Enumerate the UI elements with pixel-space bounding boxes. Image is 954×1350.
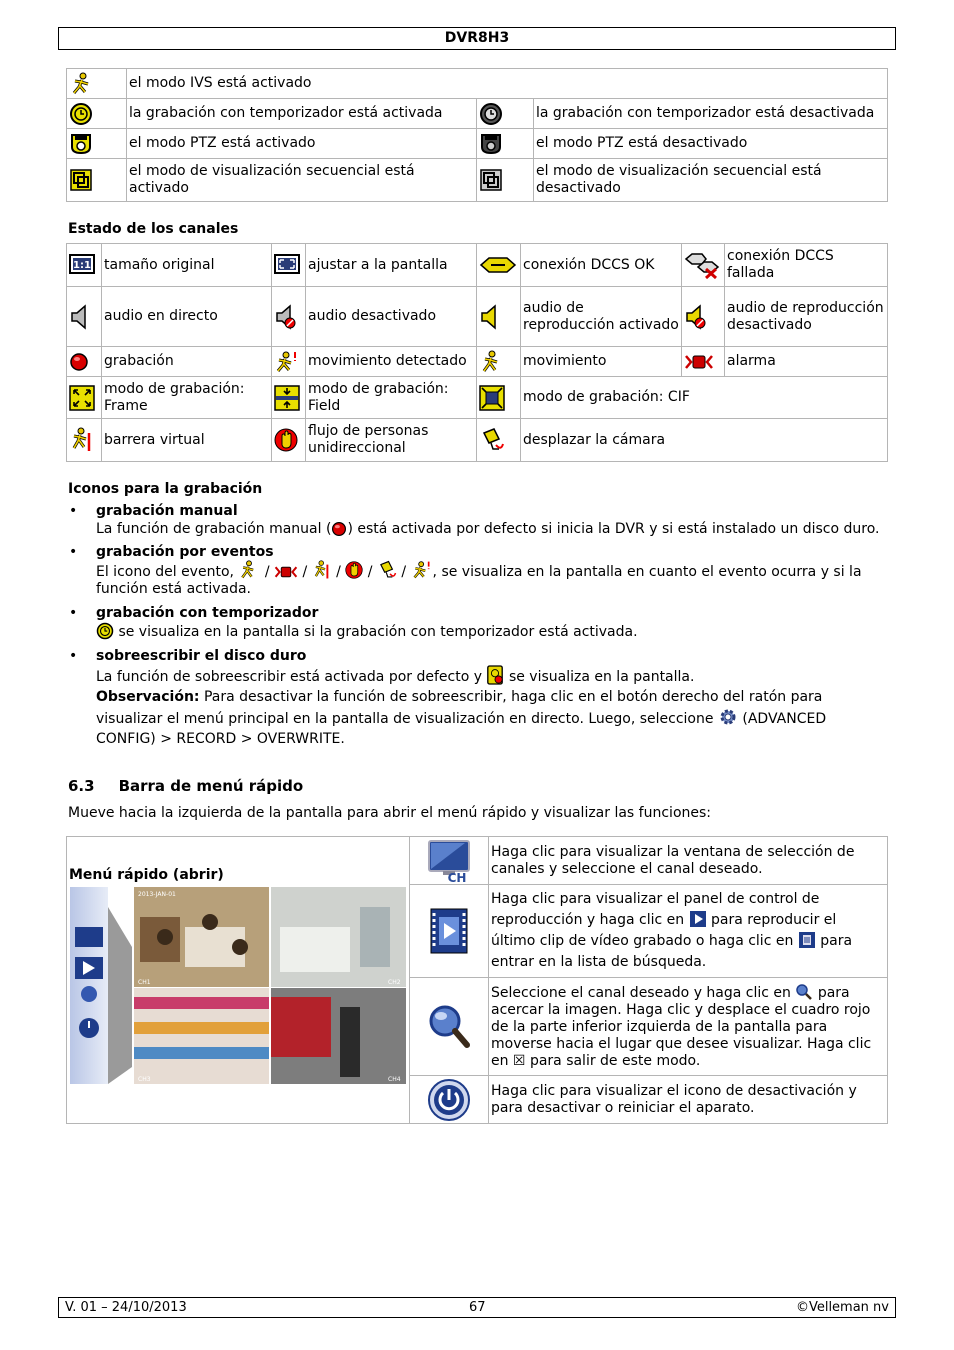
rec-cif-icon	[477, 377, 521, 419]
manual-text-b: ) está activada por defecto si inicia la DVR y si está instalado un disco duro.	[347, 520, 880, 537]
recording-icons-heading: Iconos para la grabación	[68, 481, 263, 497]
zoom-text: Seleccione el canal deseado y haga clic en para acercar la imagen. Haga clic y desplace el cuadro rojo de la parte inferior izquierda de la pantalla para moverse hacia el lugar que desee visualizar. Haga clic en ☒ para salir de este modo.	[489, 978, 888, 1076]
screen-ch1-label: CH1	[138, 979, 151, 986]
overwrite-text-b: se visualiza en la pantalla.	[508, 669, 695, 685]
live-audio-text: audio en directo	[102, 287, 272, 347]
playback-audio-off-icon	[682, 287, 725, 347]
screen-date-label: 2013-JAN-01	[138, 891, 176, 898]
overwrite-text-a: La función de sobreescribir está activada por defecto y	[96, 669, 483, 685]
gear-icon	[718, 707, 738, 727]
dccs-ok-text: conexión DCCS OK	[521, 244, 682, 287]
screen-ch4-label: CH4	[388, 1076, 401, 1083]
screen-ch3-label: CH3	[138, 1076, 151, 1083]
sequence-off-text: el modo de visualización secuencial está desactivado	[534, 159, 888, 202]
dccs-failed-text: conexión DCCS fallada	[725, 244, 888, 287]
virtual-fence-icon	[312, 560, 332, 580]
note-text-b: (ADVANCED CONFIG) > RECORD > OVERWRITE.	[96, 711, 827, 747]
original-size-text: tamaño original	[102, 244, 272, 287]
zoom-icon[interactable]	[410, 978, 489, 1076]
footer-copyright: ©Velleman nv	[795, 1300, 889, 1315]
original-size-icon	[67, 244, 102, 287]
search-list-icon	[798, 931, 816, 949]
section-number: 6.3	[68, 777, 95, 795]
footer	[58, 1297, 896, 1318]
event-title: grabación por eventos	[96, 544, 274, 560]
timer-text: se visualiza en la pantalla si la grabación con temporizador está activada.	[118, 624, 638, 640]
manual-text-a: La función de grabación manual (	[96, 520, 332, 537]
note-text-a: Para desactivar la función de sobreescribir, haga clic en el botón derecho del ratón para visualizar el menú principal en la pantalla de visualización en directo. Luego, seleccione	[96, 688, 823, 727]
audio-off-icon	[272, 287, 306, 347]
sequence-on-text: el modo de visualización secuencial está activado	[127, 159, 477, 202]
svg-text:CH: CH	[447, 870, 467, 883]
timer-on-icon	[96, 622, 114, 640]
power-icon[interactable]	[410, 1076, 489, 1124]
motion-detected-icon	[272, 347, 306, 377]
recording-text: grabación	[102, 347, 272, 377]
playback-audio-on-text: audio de reproducción activado	[521, 287, 682, 347]
one-way-icon	[345, 560, 363, 580]
motion-icon	[477, 347, 521, 377]
ptz-off-text: el modo PTZ está desactivado	[534, 129, 888, 159]
timer-on-text: la grabación con temporizador está activada	[127, 99, 477, 129]
quick-menu-preview	[67, 837, 410, 1124]
screen-ch2-label: CH2	[388, 979, 401, 986]
virtual-fence-icon	[67, 419, 102, 462]
motion-detected-icon	[411, 560, 433, 580]
rec-cif-text: modo de grabación: CIF	[521, 377, 888, 419]
timer-title: grabación con temporizador	[96, 604, 319, 621]
fit-screen-text: ajustar a la pantalla	[306, 244, 477, 287]
intro-text: Mueve hacia la izquierda de la pantalla para abrir el menú rápido y visualizar las funciones:	[68, 805, 712, 821]
quick-menu-screenshot	[70, 887, 406, 1084]
status-icons-table	[66, 68, 888, 202]
manual-title: grabación manual	[96, 503, 238, 519]
sequence-off-icon	[477, 159, 534, 202]
timer-off-icon	[477, 99, 534, 129]
timer-on-icon	[67, 99, 127, 129]
ivs-icon	[67, 69, 127, 99]
list-item-timer: • grabación con temporizador se visualiza en la pantalla si la grabación con temporizador está activada.	[68, 605, 888, 642]
rec-frame-text: modo de grabación: Frame	[102, 377, 272, 419]
motion-detected-text: movimiento detectado	[306, 347, 477, 377]
live-audio-icon	[67, 287, 102, 347]
channel-select-icon[interactable]	[410, 837, 489, 885]
dccs-ok-icon	[477, 244, 521, 287]
recording-icons-list	[68, 503, 888, 755]
overwrite-title: sobreescribir el disco duro	[96, 647, 307, 664]
ptz-on-icon	[67, 129, 127, 159]
motion-text: movimiento	[521, 347, 682, 377]
audio-off-text: audio desactivado	[306, 287, 477, 347]
rec-frame-icon	[67, 377, 102, 419]
list-item-manual: • grabación manual La función de grabación manual ( ) está activada por defecto si inicia la DVR y si está instalado un disco duro.	[68, 503, 888, 538]
event-text-a: El icono del evento,	[96, 563, 234, 580]
section-heading	[68, 777, 303, 795]
rec-field-icon	[272, 377, 306, 419]
document-header: DVR8H3	[58, 27, 896, 50]
rec-field-text: modo de grabación: Field	[306, 377, 477, 419]
event-text-b: , se visualiza en la pantalla en cuanto el evento ocurra y si la función está activada.	[96, 563, 862, 597]
list-item-overwrite: • sobreescribir el disco duro La función de sobreescribir está activada por defecto y se visualiza en la pantalla. Observación: Para desactivar la función de sobreescribir, haga clic en el botón derecho del ratón para visualizar el menú principal en la pantalla de visualización en directo. Luego, seleccione (ADVANCED CONFIG) > RECORD > OVERWRITE.	[68, 648, 888, 750]
power-text: Haga clic para visualizar el icono de desactivación y para desactivar o reiniciar el aparato.	[489, 1076, 888, 1124]
virtual-fence-text: barrera virtual	[102, 419, 272, 462]
move-camera-text: desplazar la cámara	[521, 419, 888, 462]
channels-heading: Estado de los canales	[68, 221, 239, 237]
footer-version: V. 01 – 24/10/2013	[65, 1300, 187, 1315]
list-item-event: • grabación por eventos El icono del evento, / / / / / , se visualiza en la pantalla en cuanto el evento ocurra y si la función está activada.	[68, 544, 888, 599]
ptz-off-icon	[477, 129, 534, 159]
section-title: Barra de menú rápido	[118, 777, 304, 795]
alarm-text: alarma	[725, 347, 888, 377]
overwrite-icon	[486, 665, 504, 685]
playback-icon[interactable]	[410, 885, 489, 978]
playback-text: Haga clic para visualizar el panel de control de reproducción y haga clic en para reproducir el último clip de vídeo grabado o haga clic en para entrar en la lista de búsqueda.	[489, 885, 888, 978]
alarm-icon	[682, 347, 725, 377]
recording-icon	[331, 521, 347, 537]
footer-page-number: 67	[469, 1300, 486, 1315]
ivs-on-text: el modo IVS está activado	[127, 69, 888, 99]
channels-table	[66, 243, 888, 462]
note-label: Observación:	[96, 688, 200, 705]
ptz-on-text: el modo PTZ está activado	[127, 129, 477, 159]
quick-menu-label: Menú rápido (abrir)	[69, 867, 224, 883]
one-way-icon	[272, 419, 306, 462]
playback-audio-off-text: audio de reproducción desactivado	[725, 287, 888, 347]
magnifier-icon	[795, 983, 813, 1001]
move-camera-icon	[477, 419, 521, 462]
channel-select-text: Haga clic para visualizar la ventana de selección de canales y seleccione el canal deseado.	[489, 837, 888, 885]
playback-audio-on-icon	[477, 287, 521, 347]
svg-text:1:1: 1:1	[73, 260, 91, 271]
sequence-on-icon	[67, 159, 127, 202]
timer-off-text: la grabación con temporizador está desactivada	[534, 99, 888, 129]
dccs-failed-icon	[682, 244, 725, 287]
motion-icon	[238, 560, 260, 580]
alarm-icon	[274, 564, 298, 580]
recording-icon	[67, 347, 102, 377]
fit-screen-icon	[272, 244, 306, 287]
one-way-text: flujo de personas unidireccional	[306, 419, 477, 462]
quick-menu-table	[66, 836, 888, 1124]
move-camera-icon	[377, 560, 397, 580]
play-icon	[689, 910, 707, 928]
